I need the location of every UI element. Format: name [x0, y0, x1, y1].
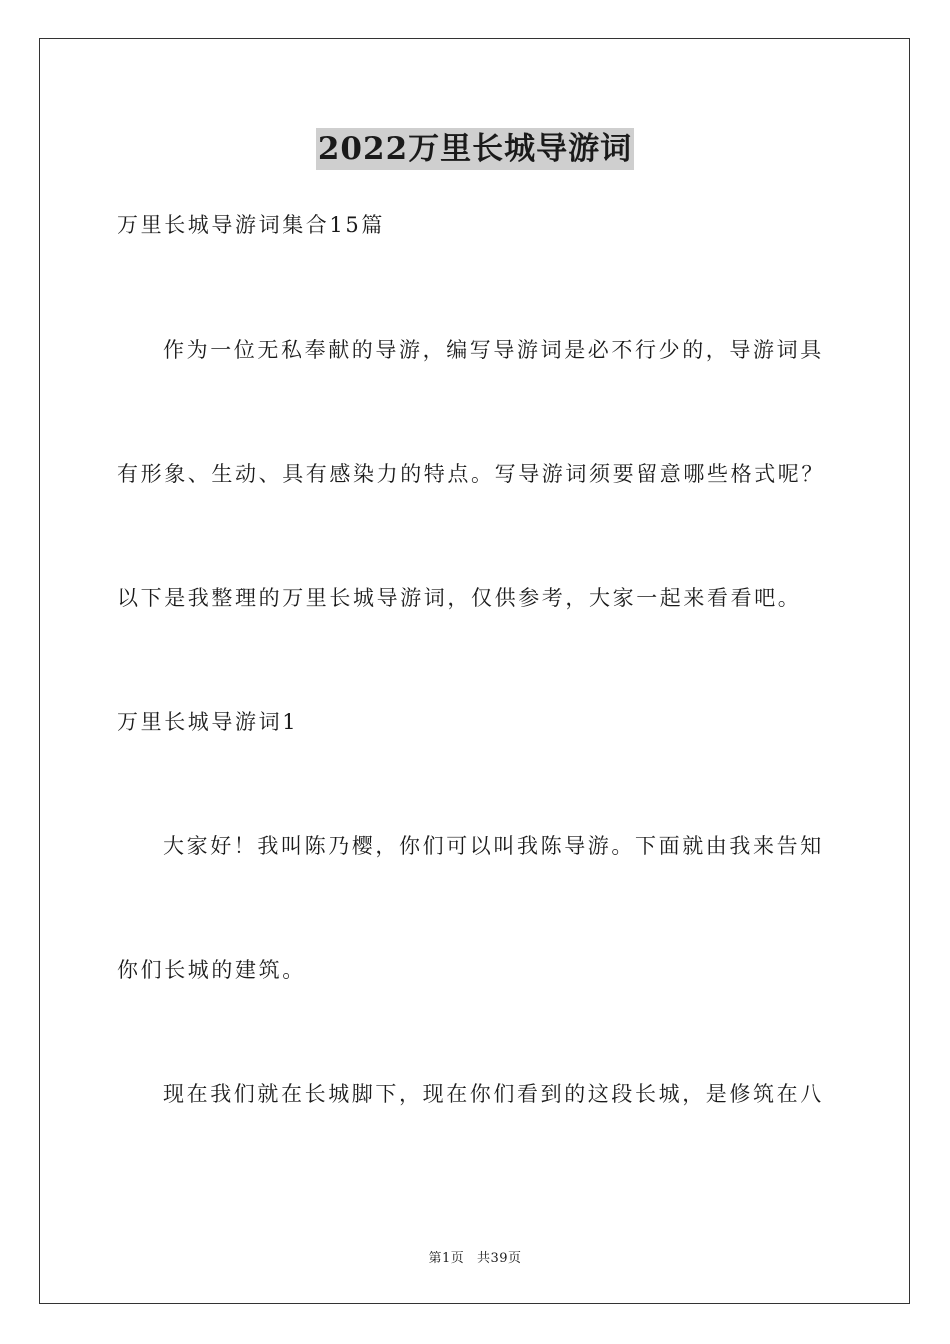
para1-line-2: 你们长城的建筑。	[117, 958, 306, 982]
para2-line-1: 现在我们就在长城脚下，现在你们看到的这段长城，是修筑在八	[163, 1082, 824, 1106]
document-title: 2022万里长城导游词	[316, 128, 634, 170]
section-heading: 万里长城导游词1	[117, 710, 299, 734]
document-title-block	[0, 128, 950, 170]
page-footer	[0, 1247, 950, 1266]
intro-line-1: 作为一位无私奉献的导游，编写导游词是必不行少的，导游词具	[163, 338, 824, 362]
intro-line-3: 以下是我整理的万里长城导游词，仅供参考，大家一起来看看吧。	[117, 586, 802, 610]
intro-line-2: 有形象、生动、具有感染力的特点。写导游词须要留意哪些格式呢？	[117, 462, 825, 486]
document-subtitle: 万里长城导游词集合15篇	[117, 213, 385, 237]
para1-line-1: 大家好！我叫陈乃樱，你们可以叫我陈导游。下面就由我来告知	[163, 834, 824, 858]
page-number: 第1页	[428, 1251, 465, 1266]
page-total: 共39页	[476, 1251, 522, 1266]
